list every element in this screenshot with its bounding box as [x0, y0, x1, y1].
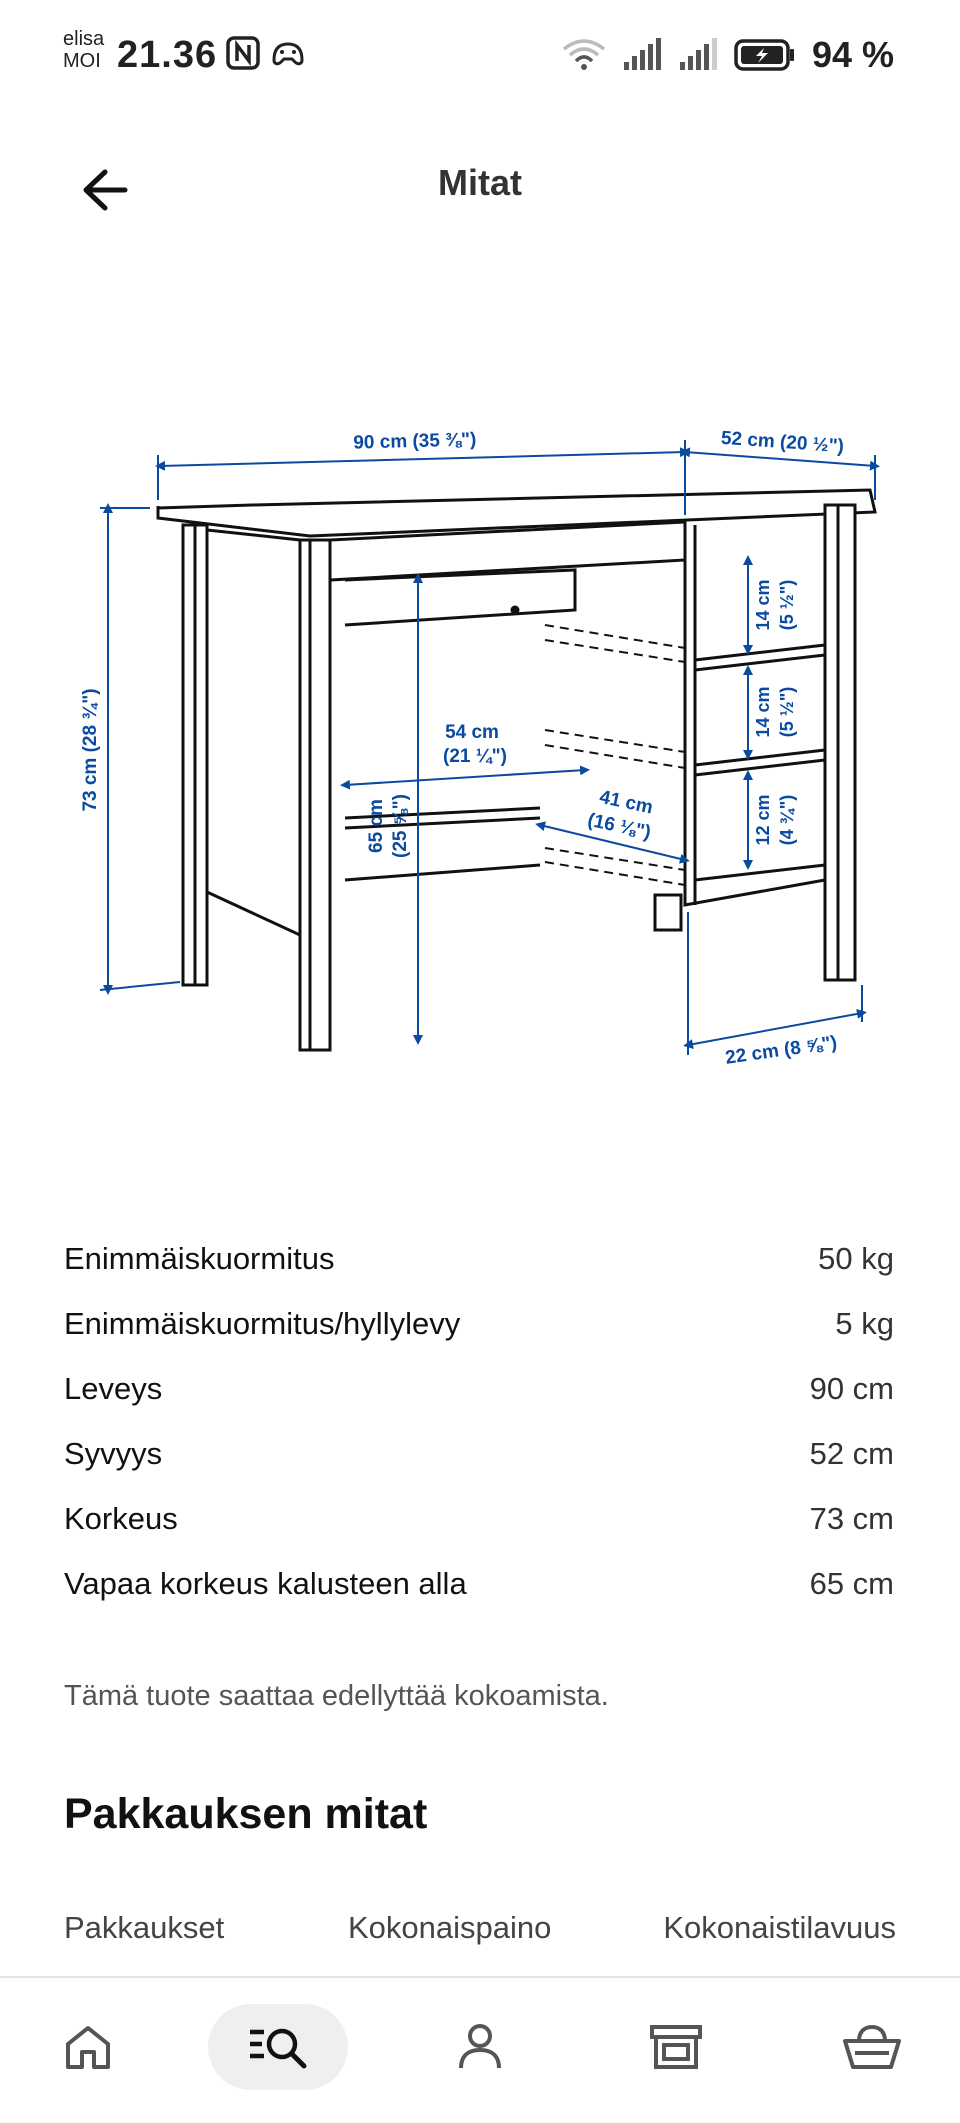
floor-clearance-label: 22 cm (8 ⅝")	[724, 1032, 839, 1069]
wifi-icon	[562, 37, 606, 73]
package-dimensions-heading: Pakkauksen mitat	[64, 1790, 428, 1838]
status-time: 21.36	[117, 34, 218, 76]
nav-search[interactable]	[208, 2004, 348, 2090]
nav-basket[interactable]	[802, 2004, 942, 2090]
spec-value: 90 cm	[809, 1370, 894, 1406]
search-icon	[248, 2024, 308, 2070]
hidden-lines	[545, 625, 685, 885]
package-column-packages: Pakkaukset	[64, 1910, 225, 1945]
status-icons-right	[562, 34, 894, 76]
spec-row-clearance	[64, 1551, 894, 1616]
bottom-navigation	[0, 1976, 960, 2123]
spec-label: Leveys	[64, 1370, 163, 1406]
knee-width-label: 54 cm	[445, 722, 499, 743]
spec-value: 73 cm	[809, 1500, 894, 1536]
battery-percentage: 94 %	[811, 34, 894, 75]
spec-list	[64, 1226, 894, 1616]
nav-store[interactable]	[606, 2004, 746, 2090]
shelf-depth-label-inch: (16 ⅛")	[585, 809, 653, 844]
battery-charging-icon	[734, 38, 796, 72]
spec-label: Enimmäiskuormitus	[64, 1240, 335, 1276]
profile-icon	[457, 2023, 503, 2071]
desk-drawing	[60, 400, 900, 1080]
page-title: Mitat	[438, 162, 522, 203]
spec-row-max-load	[64, 1226, 894, 1291]
desk-outline	[158, 490, 875, 1050]
shelf-1-height-label-inch: (5 ½")	[777, 579, 797, 631]
spec-value: 50 kg	[818, 1240, 894, 1276]
knee-width-label-inch: (21 ¼")	[443, 746, 507, 767]
spec-row-shelf-load	[64, 1291, 894, 1356]
width-dimension-label: 90 cm (35 ⅜")	[353, 429, 477, 454]
spec-value: 5 kg	[835, 1305, 894, 1341]
spec-label: Vapaa korkeus kalusteen alla	[64, 1565, 467, 1601]
status-icons-left	[226, 36, 306, 70]
spec-value: 52 cm	[809, 1435, 894, 1471]
carrier-line-2: MOI	[63, 50, 101, 72]
shelf-depth-label: 41 cm	[597, 786, 655, 819]
assembly-note: Tämä tuote saattaa edellyttää kokoamista.	[64, 1680, 609, 1712]
shelf-1-height-label: 14 cm	[753, 579, 773, 631]
nav-profile[interactable]	[410, 2004, 550, 2090]
dimension-diagram	[60, 400, 900, 1080]
spec-row-width	[64, 1356, 894, 1421]
nfc-icon	[226, 36, 260, 70]
store-icon	[648, 2023, 704, 2071]
app-header	[0, 110, 960, 250]
spec-value: 65 cm	[809, 1565, 894, 1601]
basket-icon	[843, 2023, 901, 2071]
nav-home[interactable]	[18, 2004, 158, 2090]
carrier-line-1: elisa	[63, 28, 105, 50]
package-table-header	[64, 1910, 896, 1946]
signal-icon	[678, 38, 718, 72]
carrier-label	[63, 28, 104, 72]
home-icon	[64, 2024, 112, 2070]
depth-dimension-label: 52 cm (20 ½")	[720, 427, 845, 458]
signal-icon	[622, 38, 662, 72]
game-controller-icon	[270, 36, 306, 70]
knee-height-label-inch: (25 ⅝")	[390, 794, 411, 858]
shelf-2-height-label: 14 cm	[753, 686, 773, 738]
spec-row-height	[64, 1486, 894, 1551]
package-column-total-weight: Kokonaispaino	[348, 1910, 552, 1945]
spec-label: Syvyys	[64, 1435, 163, 1471]
spec-label: Korkeus	[64, 1500, 178, 1536]
knee-height-label: 65 cm	[366, 799, 387, 853]
shelf-3-height-label-inch: (4 ¾")	[777, 794, 797, 846]
status-bar	[0, 0, 960, 110]
spec-label: Enimmäiskuormitus/hyllylevy	[64, 1305, 461, 1341]
spec-row-depth	[64, 1421, 894, 1486]
shelf-3-height-label: 12 cm	[753, 794, 773, 846]
height-dimension-label: 73 cm (28 ¾")	[80, 688, 101, 812]
shelf-2-height-label-inch: (5 ½")	[777, 686, 797, 738]
package-column-total-volume: Kokonaistilavuus	[663, 1910, 896, 1945]
